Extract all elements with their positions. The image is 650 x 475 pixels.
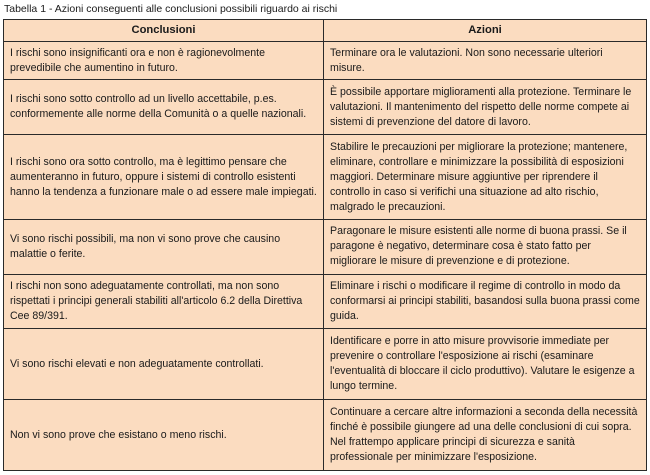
conclusion-cell: I rischi sono insignificanti ora e non è ragionevolmente prevedibile che aumentino in futuro.: [4, 42, 324, 80]
table-row: [4, 329, 647, 400]
table-header-row: [4, 20, 647, 42]
table-row: [4, 135, 647, 220]
table-row: [4, 220, 647, 275]
action-cell: Identificare e porre in atto misure provvisorie immediate per prevenire o controllare l'esposizione ai rischi (esaminare l'eventualità di bloccare il ciclo produttivo). Valutare le esigenze a lungo termine.: [324, 329, 647, 400]
conclusion-cell: I rischi sono sotto controllo ad un livello accettabile, p.es. conformemente alle norme della Comunità o a quelle nazionali.: [4, 80, 324, 135]
header-actions: Azioni: [324, 20, 647, 42]
conclusion-cell: I rischi sono ora sotto controllo, ma è legittimo pensare che aumenteranno in futuro, oppure i sistemi di controllo esistenti hanno la tendenza a funzionare male o ad essere male impiegati.: [4, 135, 324, 220]
action-cell: Stabilire le precauzioni per migliorare la protezione; mantenere, eliminare, controllare e minimizzare la possibilità di esposizioni maggiori. Determinare misure aggiuntive per riprendere il controllo in caso si verifichi una situazione ad alto rischio, malgrado le precauzioni.: [324, 135, 647, 220]
table-row: [4, 42, 647, 80]
conclusion-cell: Vi sono rischi elevati e non adeguatamente controllati.: [4, 329, 324, 400]
risk-actions-table-container: [3, 19, 646, 471]
action-cell: Paragonare le misure esistenti alle norme di buona prassi. Se il paragone è negativo, determinare cosa è stato fatto per migliorare le misure di prevenzione e di protezione.: [324, 220, 647, 275]
table-caption: Tabella 1 - Azioni conseguenti alle conclusioni possibili riguardo ai rischi: [4, 3, 338, 15]
conclusion-cell: Non vi sono prove che esistano o meno rischi.: [4, 400, 324, 471]
header-conclusions: Conclusioni: [4, 20, 324, 42]
table-row: [4, 80, 647, 135]
table-row: [4, 400, 647, 471]
action-cell: Terminare ora le valutazioni. Non sono necessarie ulteriori misure.: [324, 42, 647, 80]
action-cell: Eliminare i rischi o modificare il regime di controllo in modo da conformarsi ai principi stabiliti, basandosi sulla buona prassi come guida.: [324, 274, 647, 329]
table-row: [4, 274, 647, 329]
risk-actions-table: [3, 19, 647, 471]
conclusion-cell: I rischi non sono adeguatamente controllati, ma non sono rispettati i principi generali stabiliti all'articolo 6.2 della Direttiva Cee 89/391.: [4, 274, 324, 329]
action-cell: Continuare a cercare altre informazioni a seconda della necessità finché è possibile giungere ad una delle conclusioni di cui sopra. Nel frattempo applicare principi di sicurezza e sanità professionale per minimizzare l'esposizione.: [324, 400, 647, 471]
action-cell: È possibile apportare miglioramenti alla protezione. Terminare le valutazioni. Il mantenimento del rispetto delle norme compete ai sistemi di prevenzione del datore di lavoro.: [324, 80, 647, 135]
conclusion-cell: Vi sono rischi possibili, ma non vi sono prove che causino malattie o ferite.: [4, 220, 324, 275]
